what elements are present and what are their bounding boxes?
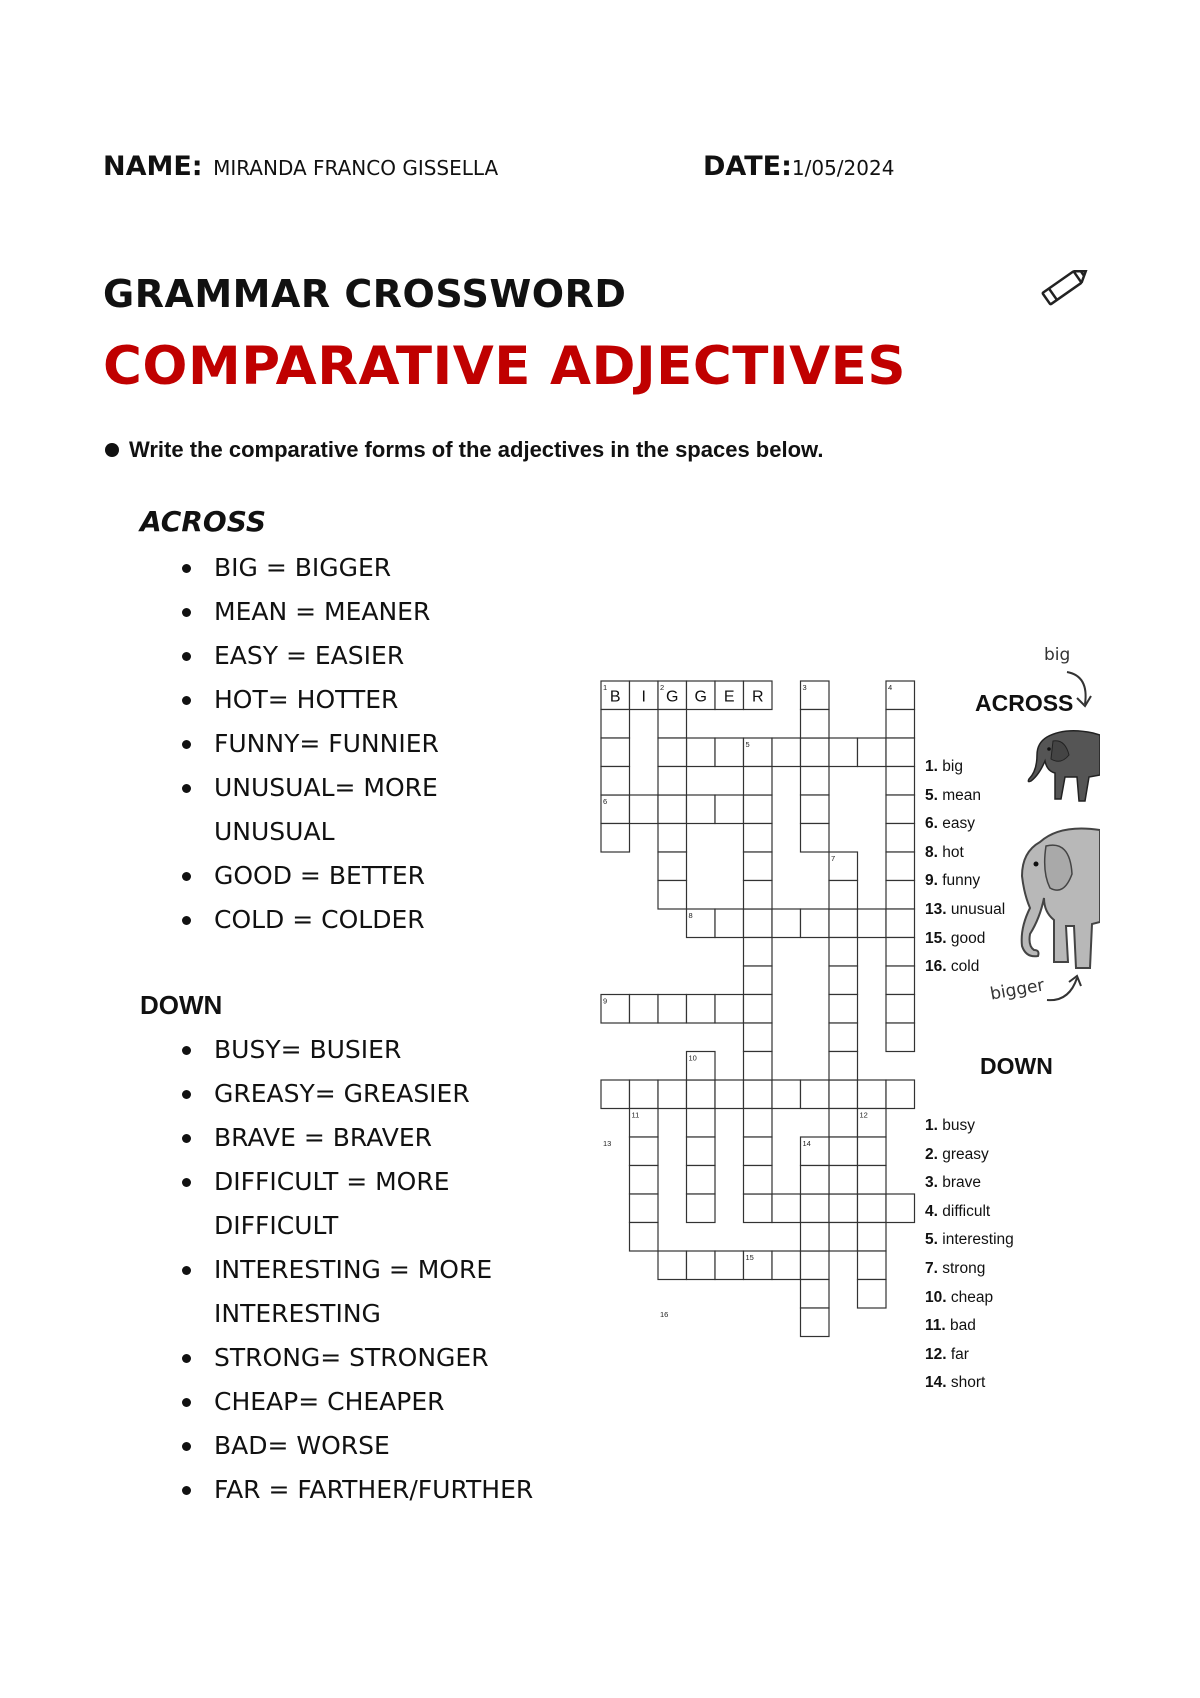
clue-number-label: 7 [831,854,836,863]
grid-cell[interactable] [715,795,744,824]
down-answers-list [178,1028,578,1512]
across-answer-text: GOOD = BETTER [214,861,426,890]
bigger-label: bigger [988,975,1046,1005]
grid-cell[interactable] [886,1023,915,1052]
clue-number-label: 2 [660,683,665,692]
grid-cell[interactable] [829,909,858,938]
clue-number-label: 6 [603,797,608,806]
grid-cell[interactable] [630,1223,659,1252]
clue-number: 8. [925,843,938,861]
clue-number: 1. [925,1117,938,1134]
grid-cell[interactable] [858,1280,887,1309]
down-answer-text: DIFFICULT = MORE [214,1167,450,1196]
down-answer-item [178,1336,578,1380]
grid-cell[interactable] [601,710,630,739]
across-answer-text: MEAN = MEANER [214,597,431,626]
across-answer-text: BIG = BIGGER [214,553,392,582]
down-answer-text: DIFFICULT [214,1211,339,1240]
clue-number-label: 1 [603,683,608,692]
grid-cell[interactable] [744,852,773,881]
grid-cell[interactable] [658,710,687,739]
across-answer-item [178,898,578,942]
grid-letter: E [723,688,735,706]
grid-cell[interactable] [801,795,830,824]
grid-cell[interactable] [801,1223,830,1252]
grid-cell[interactable] [744,824,773,853]
clue-word: cold [950,958,980,976]
clue-word: far [950,1345,969,1363]
down-answer-item [178,1028,578,1072]
grid-cell[interactable] [829,995,858,1024]
grid-cell[interactable] [886,995,915,1024]
down-answer-item [178,1116,578,1160]
grid-cell[interactable] [772,738,801,767]
across-answer-text: UNUSUAL [214,817,335,846]
grid-cell[interactable] [687,1251,716,1280]
date-value: 1/05/2024 [791,156,895,180]
down-answer-item [178,1160,578,1248]
across-answer-item [178,854,578,898]
grid-cell[interactable] [886,1080,915,1109]
grid-cell[interactable] [715,738,744,767]
clue-number: 1. [925,758,938,775]
clue-number: 13. [925,900,947,918]
across-answer-item [178,634,578,678]
grid-cell[interactable] [658,738,687,767]
clue-item [925,896,1005,925]
grid-cell[interactable] [715,1080,744,1109]
clue-item [925,839,1005,868]
clue-number-label: 12 [859,1110,868,1120]
grid-cell[interactable] [658,1080,687,1109]
date-label: DATE: [703,151,792,182]
clue-number: 2. [925,1145,938,1163]
grid-cell[interactable] [601,824,630,853]
clue-word: big [942,758,963,775]
grid-cell[interactable] [858,1194,887,1223]
grid-cell[interactable] [744,1166,773,1195]
clue-word: greasy [942,1145,989,1163]
grid-cell[interactable] [801,738,830,767]
clue-item [925,1312,1014,1341]
down-answer-text: INTERESTING [214,1299,381,1328]
clue-item [925,1141,1014,1170]
clue-item [925,867,1005,896]
grid-cell[interactable] [715,1251,744,1280]
clue-number-label: 8 [688,911,693,920]
across-answer-item [178,766,578,854]
grid-cell[interactable] [744,1109,773,1138]
grid-cell[interactable] [687,1194,716,1223]
down-answer-item [178,1380,578,1424]
clue-number-label: 11 [631,1110,640,1120]
grid-cell[interactable] [658,852,687,881]
small-elephant-icon [1025,725,1100,805]
grid-cell[interactable] [829,1166,858,1195]
grid-cell[interactable] [772,1251,801,1280]
clue-word: hot [942,843,964,861]
grid-cell[interactable] [801,1166,830,1195]
grid-letter: G [694,688,707,706]
clue-item [925,1169,1014,1198]
across-answer-item [178,590,578,634]
down-answer-item [178,1072,578,1116]
grid-cell[interactable] [630,1194,659,1223]
clue-item [925,782,1005,811]
clue-item [925,1284,1014,1313]
grid-cell[interactable] [744,995,773,1024]
grid-cell[interactable] [829,1052,858,1081]
down-answer-item [178,1468,578,1512]
grid-letter: B [609,688,621,706]
grid-cell[interactable] [687,795,716,824]
name-label: NAME: [103,151,203,182]
grid-cell[interactable] [687,1109,716,1138]
across-answer-text: HOT= HOTTER [214,685,399,714]
clue-number: 5. [925,1231,938,1249]
grid-cell[interactable] [601,738,630,767]
grid-cell[interactable] [744,1080,773,1109]
grid-cell[interactable] [772,1194,801,1223]
clue-number: 10. [925,1288,947,1306]
clue-number: 5. [925,786,938,804]
grid-cell[interactable] [829,881,858,910]
instruction [105,437,823,463]
grid-cell[interactable] [858,909,887,938]
clue-number-label: 14 [802,1139,811,1148]
across-answers-heading: ACROSS [140,505,267,538]
grid-cell[interactable] [687,995,716,1024]
clue-number-label: 5 [745,740,750,749]
clue-number-label: 9 [603,996,608,1006]
grid-cell[interactable] [801,909,830,938]
grid-cell[interactable] [829,966,858,995]
grid-cell[interactable] [630,1166,659,1195]
clue-word: easy [942,815,975,833]
big-elephant-icon [1010,822,1100,972]
across-answer-item [178,722,578,766]
grid-cell[interactable] [886,824,915,853]
grid-cell[interactable] [829,1109,858,1138]
grid-cell[interactable] [886,966,915,995]
clue-number-label: 10 [688,1053,697,1063]
clue-word: funny [942,872,981,890]
grid-cell[interactable] [744,767,773,796]
down-answer-text: CHEAP= CHEAPER [214,1387,445,1416]
down-clues-list [925,1112,1014,1398]
down-answer-text: INTERESTING = MORE [214,1255,493,1284]
grid-cell[interactable] [772,909,801,938]
date-field [703,151,894,182]
grid-cell[interactable] [715,909,744,938]
grid-cell[interactable] [886,738,915,767]
clue-number: 16. [925,958,947,976]
clue-item [925,810,1005,839]
down-answer-text: BAD= WORSE [214,1431,390,1460]
name-field [103,151,498,182]
grid-cell[interactable] [630,1137,659,1166]
crossword-grid [600,680,920,1410]
curved-arrow-icon [1045,972,1083,1006]
grid-cell[interactable] [630,995,659,1024]
grid-cell[interactable] [886,938,915,967]
clue-number: 12. [925,1345,947,1363]
grid-cell[interactable] [858,1223,887,1252]
grid-cell[interactable] [687,1080,716,1109]
across-answer-text: COLD = COLDER [214,905,425,934]
clue-word: mean [942,786,982,804]
instruction-text: Write the comparative forms of the adjectives in the spaces below. [129,437,824,462]
grid-letter: I [641,688,646,706]
down-answers-heading: DOWN [140,990,223,1020]
clue-word: brave [942,1174,982,1192]
clue-number-label: 13 [603,1139,612,1148]
grid-cell[interactable] [744,1023,773,1052]
grid-cell[interactable] [886,767,915,796]
clue-number: 14. [925,1374,947,1392]
clue-item [925,1341,1014,1370]
down-answer-text: FAR = FARTHER/FURTHER [214,1475,534,1504]
name-value: MIRANDA FRANCO GISSELLA [213,156,499,180]
clue-number: 4. [925,1202,938,1220]
clue-number-label: 16 [660,1310,669,1319]
clue-word: interesting [942,1231,1014,1249]
grid-cell[interactable] [829,1023,858,1052]
grid-cell[interactable] [858,1166,887,1195]
grid-cell[interactable] [801,710,830,739]
clue-number: 9. [925,872,938,890]
grid-cell[interactable] [886,881,915,910]
grid-cell[interactable] [744,1194,773,1223]
clue-word: unusual [950,900,1006,918]
grid-cell[interactable] [801,824,830,853]
grid-cell[interactable] [886,852,915,881]
grid-cell[interactable] [801,1280,830,1309]
grid-cell[interactable] [829,1223,858,1252]
down-answer-text: STRONG= STRONGER [214,1343,489,1372]
grid-cell[interactable] [744,1052,773,1081]
across-answer-text: FUNNY= FUNNIER [214,729,439,758]
clue-number: 3. [925,1174,938,1192]
clue-word: short [950,1374,986,1392]
grid-cell[interactable] [801,1308,830,1337]
clue-word: cheap [950,1288,994,1306]
clue-number-label: 15 [745,1253,754,1262]
grid-cell[interactable] [744,938,773,967]
worksheet-subtitle: COMPARATIVE ADJECTIVES [103,336,907,397]
across-answer-item [178,678,578,722]
across-answer-item [178,546,578,590]
grid-cell[interactable] [858,738,887,767]
grid-letter: R [751,688,764,706]
grid-cell[interactable] [801,1080,830,1109]
clue-item [925,753,1005,782]
clue-word: difficult [942,1202,991,1220]
grid-cell[interactable] [658,1251,687,1280]
clue-number: 15. [925,929,947,947]
clue-number-label: 3 [802,683,807,692]
worksheet-title: GRAMMAR CROSSWORD [103,272,627,316]
clue-number: 11. [925,1317,946,1335]
grid-cell[interactable] [829,1080,858,1109]
down-answer-text: BUSY= BUSIER [214,1035,402,1064]
grid-cell[interactable] [687,738,716,767]
pencil-icon [1035,262,1095,312]
grid-cell[interactable] [858,1251,887,1280]
clue-item [925,953,1005,982]
grid-cell[interactable] [886,1194,915,1223]
grid-cell[interactable] [829,1194,858,1223]
clue-item [925,1226,1014,1255]
grid-cell[interactable] [658,881,687,910]
grid-cell[interactable] [630,1080,659,1109]
down-answer-text: GREASY= GREASIER [214,1079,470,1108]
grid-cell[interactable] [601,767,630,796]
grid-cell[interactable] [829,938,858,967]
grid-cell[interactable] [801,1194,830,1223]
grid-cell[interactable] [744,1137,773,1166]
grid-cell[interactable] [829,1137,858,1166]
grid-cell[interactable] [858,1137,887,1166]
across-answers-list [178,546,578,942]
grid-cell[interactable] [630,795,659,824]
grid-cell[interactable] [744,909,773,938]
clue-number: 6. [925,815,938,833]
down-answer-text: BRAVE = BRAVER [214,1123,433,1152]
clue-item [925,1112,1014,1141]
grid-cell[interactable] [658,767,687,796]
clue-word: bad [950,1317,976,1335]
grid-cell[interactable] [744,881,773,910]
grid-cell[interactable] [744,966,773,995]
across-answer-text: UNUSUAL= MORE [214,773,438,802]
clue-item [925,1255,1014,1284]
grid-cell[interactable] [687,1137,716,1166]
across-answer-text: EASY = EASIER [214,641,405,670]
grid-cell[interactable] [687,1166,716,1195]
clue-number: 7. [925,1259,938,1277]
clue-item [925,925,1005,954]
grid-cell[interactable] [886,909,915,938]
grid-cell[interactable] [601,1080,630,1109]
grid-cell[interactable] [829,738,858,767]
grid-cell[interactable] [744,795,773,824]
grid-cell[interactable] [886,710,915,739]
across-clues-list [925,753,1005,982]
grid-cell[interactable] [858,1080,887,1109]
grid-letter: G [666,688,679,706]
clue-word: strong [942,1259,986,1277]
grid-cell[interactable] [772,1080,801,1109]
grid-cell[interactable] [886,795,915,824]
clue-number-label: 4 [888,683,893,692]
clue-word: good [950,929,986,947]
down-answer-item [178,1424,578,1468]
grid-cell[interactable] [658,795,687,824]
down-answer-item [178,1248,578,1336]
grid-cell[interactable] [801,1251,830,1280]
across-clues-heading: ACROSS [975,690,1074,716]
clue-word: busy [942,1117,975,1134]
grid-cell[interactable] [801,767,830,796]
bullet-icon [105,443,119,457]
down-clues-heading: DOWN [980,1053,1053,1079]
clue-item [925,1369,1014,1398]
grid-cell[interactable] [715,995,744,1024]
big-label: big [1044,645,1071,665]
grid-cell[interactable] [658,824,687,853]
clue-item [925,1198,1014,1227]
grid-cell[interactable] [658,995,687,1024]
